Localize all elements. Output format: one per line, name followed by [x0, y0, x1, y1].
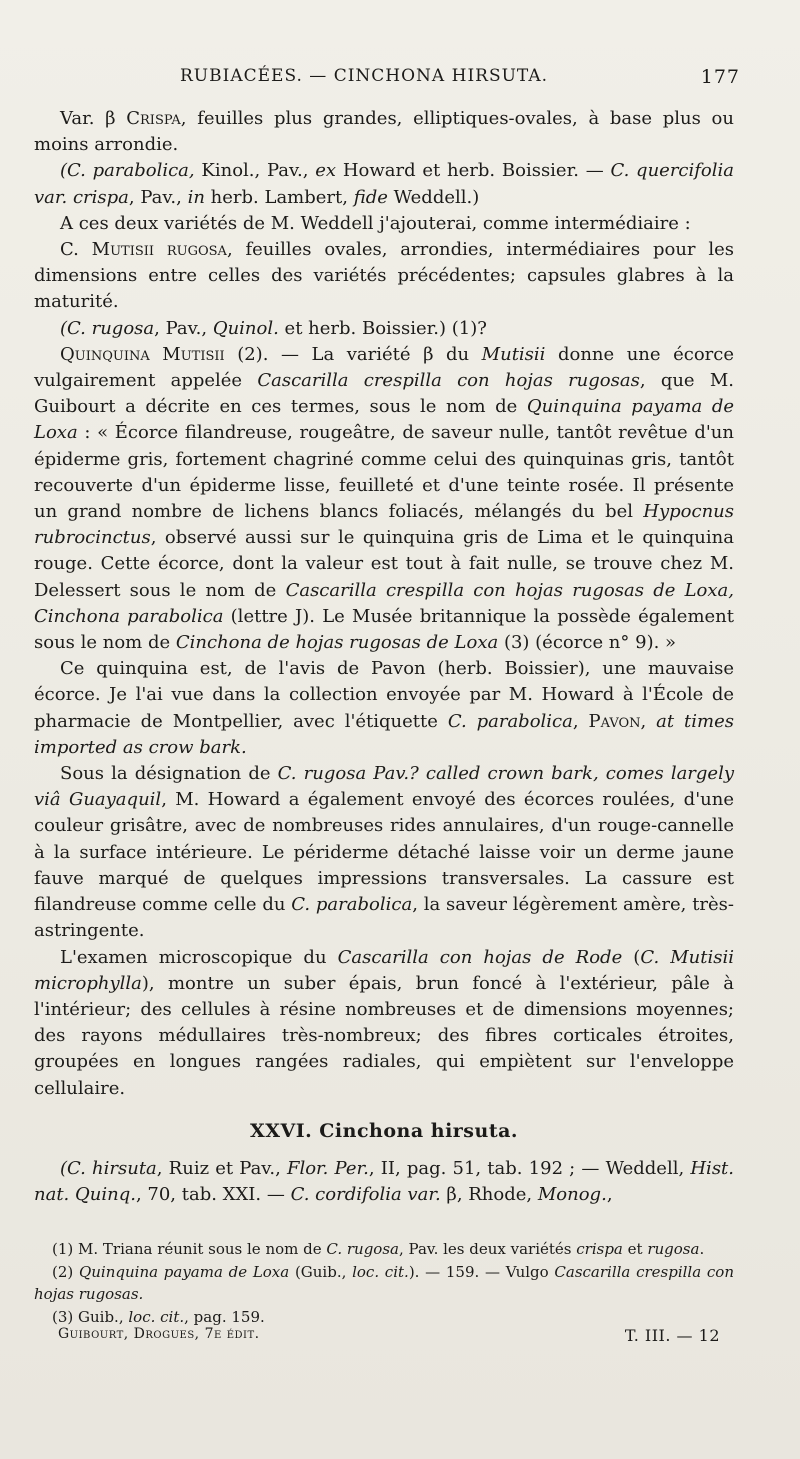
text-run: Sous la désignation de: [60, 763, 278, 785]
footnote: [34, 1261, 734, 1306]
italic-text: C. parabolica: [291, 894, 413, 916]
italic-text: ex: [315, 160, 337, 182]
text-run: (lettre J). Le Musée britannique la possède également sous le nom de: [34, 605, 734, 654]
text-run: A ces deux variétés de M. Weddell j'ajouterai, comme intermédiaire :: [60, 212, 691, 234]
footer-volume: T. III. — 12: [624, 1326, 720, 1345]
italic-text: (C. parabolica,: [60, 160, 195, 182]
section-title: XXVI. Cinchona hirsuta.: [249, 1119, 519, 1142]
paragraph: [34, 158, 734, 210]
italic-text: loc. cit.: [128, 1307, 185, 1326]
paragraph: [34, 761, 734, 944]
italic-text: Quinol.: [212, 317, 279, 339]
text-run: , M. Howard a également envoyé des écorces roulées, d'une couleur grisâtre, avec de nombreuses rides annulaires, d'un rouge-cannelle à la surface intérieure. Le périderme détaché laisse voir un derme jaune fauve marqué de quelques impressions transversales. La cassure est filandreuse comme celle du: [34, 789, 734, 916]
text-run: , observé aussi sur le quinquina gris de Lima et le quinquina rouge. Cette écorce, dont la valeur est tout à fait nulle, se trouve chez M. Delessert sous le nom de: [34, 527, 734, 601]
text-run: et: [622, 1240, 648, 1258]
text-run: et herb. Boissier.) (1)?: [278, 317, 487, 339]
text-run: , Pav.,: [154, 317, 213, 339]
small-caps-text: Pavon: [588, 710, 641, 732]
text-run: : « Écorce filandreuse, rougeâtre, de saveur nulle, tantôt revêtue d'un épiderme gris, fortement chagriné comme celui des quinquinas gris, tantôt recouverte d'un épiderme lisse, feuilleté et d'une teinte rosée. Il présente un grand nombre de lichens blancs foliacés, mélangés du bel: [34, 422, 734, 523]
text-run: Kinol., Pav.,: [194, 160, 316, 182]
running-title: RUBIACÉES. — CINCHONA HIRSUTA.: [180, 66, 549, 86]
footer-imprint: Guibourt, Drogues, 7e édit.: [58, 1326, 260, 1342]
text-run: (1) M. Triana réunit sous le nom de: [52, 1240, 327, 1258]
paragraph: [34, 342, 734, 656]
italic-text: loc. cit.: [352, 1262, 409, 1281]
italic-text: Hypocnus rubrocinctus: [34, 501, 734, 549]
italic-text: Cinchona de hojas rugosas de Loxa: [175, 632, 499, 654]
italic-text: C. rugosa Pav.? called crown bark, comes largely viâ Guayaquil: [34, 763, 735, 811]
italic-text: Cascarilla crespilla con hojas rugosas: [257, 370, 640, 392]
text-run: , Pav. les deux variétés: [398, 1240, 577, 1258]
small-caps-text: Crispa: [126, 108, 181, 129]
text-run: L'examen microscopique du: [60, 946, 338, 968]
italic-text: C. cordifolia var.: [290, 1184, 441, 1206]
italic-text: (C. hirsuta: [60, 1157, 157, 1179]
small-caps-text: Quinquina Mutisii: [60, 343, 225, 365]
text-run: , que M. Guibourt a décrite en ces termes, sous le nom de: [34, 370, 734, 418]
text-run: (2): [52, 1262, 79, 1281]
text-run: , 70, tab. XXI. —: [135, 1184, 291, 1206]
italic-text: Flor. Per.: [286, 1157, 369, 1179]
footnotes: [34, 1238, 734, 1328]
text-run: herb. Lambert,: [204, 186, 354, 208]
main-text: [34, 106, 734, 1208]
italic-text: C. parabolica: [447, 710, 573, 732]
italic-text: Cascarilla con hojas de Rode: [337, 946, 623, 968]
text-run: (3) (écorce n° 9). »: [498, 632, 677, 654]
paragraph: [34, 316, 734, 342]
text-run: , Ruiz et Pav.,: [156, 1157, 287, 1179]
text-run: , feuilles plus grandes, elliptiques-ovales, à base plus ou moins arrondie.: [34, 108, 734, 156]
italic-text: Cascarilla crespilla con hojas rugosas.: [34, 1262, 734, 1303]
paragraph: [34, 237, 734, 316]
text-run: C.: [60, 239, 92, 261]
text-run: ). — 159. — Vulgo: [408, 1262, 555, 1281]
italic-text: (C. rugosa: [60, 317, 155, 339]
text-run: Ce quinquina est, de l'avis de Pavon (herb. Boissier), une mauvaise écorce. Je l'ai vue dans la collection envoyée par M. Howard à l'École de pharmacie de Montpellier, avec l'étiquette: [34, 658, 734, 732]
italic-text: C. Mutisii microphylla: [34, 946, 734, 994]
text-run: , pag. 159.: [184, 1307, 265, 1326]
section-paragraph: [34, 1156, 734, 1208]
text-run: ,: [572, 710, 589, 732]
text-run: ,: [606, 1184, 613, 1206]
text-run: .: [699, 1240, 705, 1258]
italic-text: C. rugosa: [326, 1240, 399, 1258]
italic-text: in: [187, 186, 205, 208]
italic-text: Hist. nat. Quinq.: [34, 1157, 735, 1206]
text-run: (2). — La variété β du: [224, 343, 482, 365]
paragraph: [34, 945, 734, 1102]
text-run: Weddell.): [387, 186, 480, 208]
paragraph: [34, 211, 734, 237]
page-number: 177: [700, 66, 740, 88]
text-run: , la saveur légèrement amère, très-astringente.: [34, 894, 735, 942]
italic-text: crispa: [576, 1240, 623, 1258]
text-run: , feuilles ovales, arrondies, intermédiaires pour les dimensions entre celles des variétés précédentes; capsules glabres à la maturité.: [34, 239, 734, 313]
text-run: , II, pag. 51, tab. 192 ; — Weddell,: [368, 1157, 691, 1179]
italic-text: Monog.: [537, 1184, 607, 1206]
text-run: ,: [640, 710, 657, 732]
italic-text: Cascarilla crespilla con hojas rugosas de Loxa, Cinchona parabolica: [34, 579, 734, 627]
italic-text: Quinquina payama de Loxa: [34, 396, 735, 444]
text-run: donne une écorce vulgairement appelée: [34, 343, 735, 392]
footnote: [34, 1306, 734, 1329]
paragraph: [34, 656, 734, 761]
text-run: Howard et herb. Boissier. —: [336, 160, 611, 182]
italic-text: fide: [353, 186, 388, 208]
italic-text: rugosa: [647, 1240, 700, 1258]
italic-text: Mutisii: [481, 343, 546, 365]
text-run: (3) Guib.,: [52, 1307, 129, 1326]
text-run: , Pav.,: [128, 186, 188, 208]
text-run: β, Rhode,: [440, 1184, 538, 1206]
text-run: ), montre un suber épais, brun foncé à l'extérieur, pâle à l'intérieur; des cellules à résine nombreuses et de dimensions moyennes; des rayons médullaires très-nombreux; des fibres corticales étroites, groupées en longues rangées radiales, qui empiètent sur l'enveloppe cellulaire.: [34, 972, 734, 1099]
text-run: (Guib.,: [289, 1262, 353, 1281]
italic-text: at times imported as crow bark.: [34, 710, 734, 758]
footnote: [34, 1238, 734, 1261]
italic-text: C. quercifolia var. crispa: [34, 160, 735, 208]
text-run: Var. β: [60, 108, 127, 129]
italic-text: Quinquina payama de Loxa: [78, 1262, 290, 1281]
small-caps-text: Mutisii rugosa: [91, 239, 227, 261]
text-run: (: [622, 946, 641, 968]
paragraph: [34, 106, 734, 158]
